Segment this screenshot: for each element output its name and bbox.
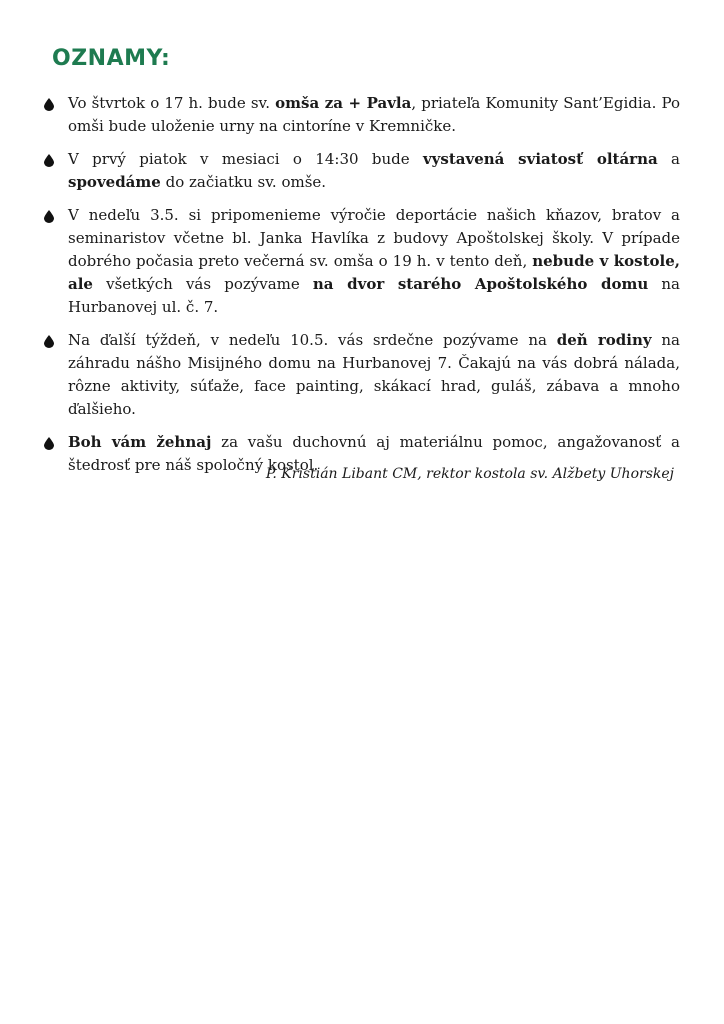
bold-segment: nebude v kostole, ale — [68, 252, 680, 293]
announcement-list — [40, 92, 680, 487]
text-segment: do začiatku sv. omše. — [160, 173, 327, 191]
list-item — [40, 148, 680, 194]
text-segment: na záhradu nášho Misijného domu na Hurbanovej 7. Čakajú na vás dobrá nálada, rôzne aktivity, súťaže, face painting, skákací hrad, guláš, zábava a mnoho ďalšieho. — [68, 331, 680, 418]
bold-segment: Boh vám žehnaj — [68, 433, 212, 451]
text-segment: za vašu duchovnú aj materiálnu pomoc, angažovanosť a štedrosť pre náš spoločný kostol. — [68, 433, 681, 474]
bold-segment: na dvor starého Apoštolského domu — [312, 275, 649, 293]
drop-icon — [44, 210, 54, 223]
bold-segment: spovedáme — [68, 173, 161, 191]
drop-icon — [44, 335, 54, 348]
page-title: OZNAMY: — [52, 46, 171, 71]
bold-segment: deň rodiny — [556, 331, 652, 349]
drop-icon — [44, 98, 54, 111]
drop-icon — [44, 154, 54, 167]
drop-icon — [44, 437, 54, 450]
text-segment: a — [657, 150, 680, 168]
text-segment: Vo štvrtok o 17 h. bude sv. — [68, 94, 276, 112]
text-segment: Na ďalší týždeň, v nedeľu 10.5. vás srdečne pozývame na — [68, 331, 557, 349]
text-segment: všetkých vás pozývame — [92, 275, 313, 293]
signature: P. Kristián Libant CM, rektor kostola sv. Alžbety Uhorskej — [265, 466, 674, 482]
bold-segment: omša za + Pavla — [275, 94, 412, 112]
text-segment: V prvý piatok v mesiaci o 14:30 bude — [68, 150, 423, 168]
text-segment: V nedeľu 3.5. si pripomenieme výročie deportácie našich kňazov, bratov a seminaristov včetne bl. Janka Havlíka z budovy Apoštolskej školy. V prípade dobrého počasia preto večerná sv. omša o 19 h. v tento deň, — [68, 206, 680, 270]
list-item — [40, 329, 680, 421]
list-item — [40, 92, 680, 138]
text-segment: na Hurbanovej ul. č. 7. — [68, 275, 680, 316]
list-item — [40, 204, 680, 319]
bold-segment: vystavená sviatosť oltárna — [422, 150, 658, 168]
text-segment: , priateľa Komunity Sant’Egidia. Po omši bude uloženie urny na cintoríne v Kremničke. — [68, 94, 680, 135]
